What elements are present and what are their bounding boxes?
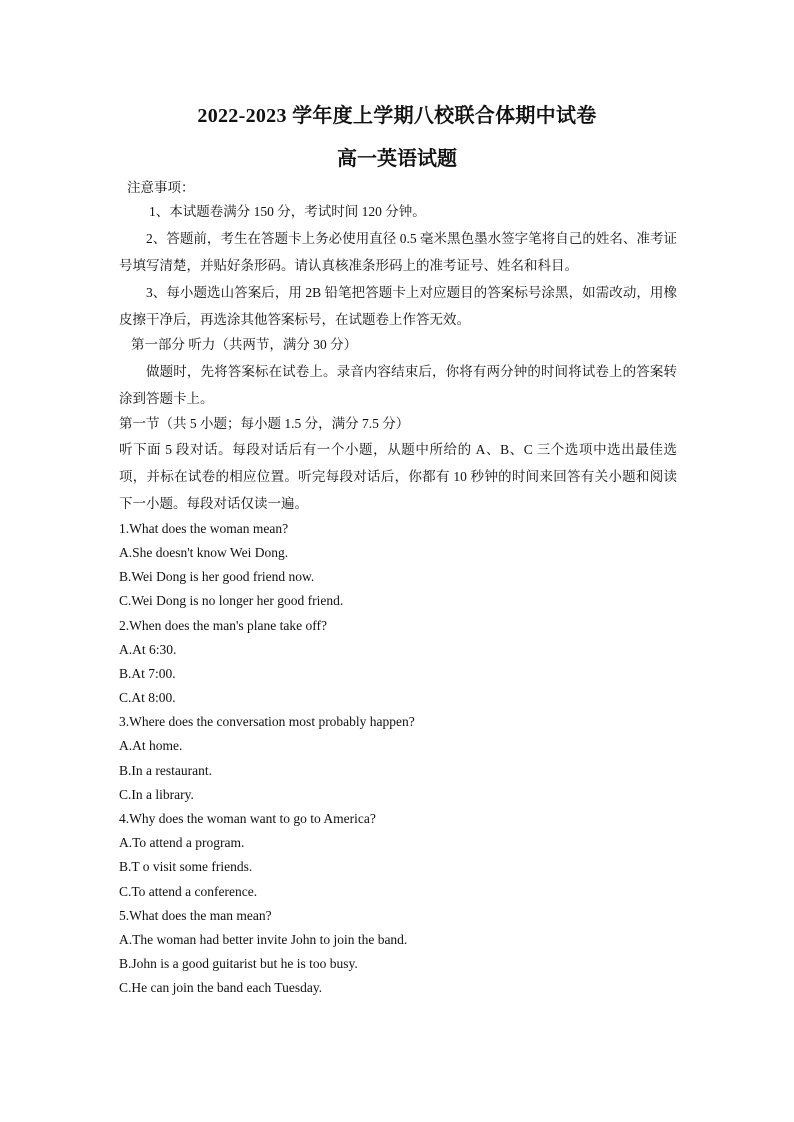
option-c: C.To attend a conference. <box>119 883 258 899</box>
option-c: C.At 8:00. <box>119 690 176 706</box>
option-c: C.He can join the band each Tuesday. <box>119 980 323 996</box>
option-a: A.At home. <box>119 738 183 754</box>
question-2 <box>119 614 677 711</box>
notice-item-2: 2、答题前，考生在答题卡上务必使用直径 0.5 毫米黑色墨水签字笔将自己的姓名、准考证号填写清楚，并贴好条形码。请认真核准条形码上的准考证号、姓名和科目。 <box>119 231 677 274</box>
option-b: B.Wei Dong is her good friend now. <box>119 569 315 585</box>
question-1 <box>119 517 677 614</box>
question-stem: 3.Where does the conversation most probably happen? <box>119 714 415 730</box>
option-b: B.At 7:00. <box>119 665 176 681</box>
exam-title: 2022-2023 学年度上学期八校联合体期中试卷 <box>197 105 597 127</box>
notice-heading: 注意事项： <box>127 180 195 195</box>
option-a: A.At 6:30. <box>119 641 177 657</box>
part1-heading: 第一部分 听力（共两节，满分 30 分） <box>131 337 358 353</box>
notice-item-1: 1、本试题卷满分 150 分，考试时间 120 分钟。 <box>149 204 426 220</box>
question-stem: 2.When does the man's plane take off? <box>119 617 327 633</box>
question-4 <box>119 807 677 904</box>
option-c: C.Wei Dong is no longer her good friend. <box>119 593 344 609</box>
question-stem: 4.Why does the woman want to go to America? <box>119 811 376 826</box>
option-a: A.The woman had better invite John to join the band. <box>119 931 408 947</box>
notice-item-3: 3、每小题选山答案后，用 2B 铅笔把答题卡上对应题目的答案标号涂黑，如需改动，用橡皮擦干净后，再选涂其他答案标号，在试题卷上作答无效。 <box>119 285 677 328</box>
option-a: A.She doesn't know Wei Dong. <box>119 544 289 560</box>
exam-body <box>119 176 677 1001</box>
option-b: B.John is a good guitarist but he is too busy. <box>119 956 358 972</box>
section1-heading: 第一节（共 5 小题；每小题 1.5 分，满分 7.5 分） <box>119 415 410 431</box>
option-a: A.To attend a program. <box>119 835 245 851</box>
question-5 <box>119 904 677 1001</box>
exam-subtitle: 高一英语试题 <box>337 148 457 170</box>
option-c: C.In a library. <box>119 786 194 802</box>
question-stem: 5.What does the man mean? <box>119 907 272 923</box>
question-stem: 1.What does the woman mean? <box>119 520 289 536</box>
question-3 <box>119 710 677 807</box>
section1-instruction: 听下面 5 段对话。每段对话后有一个小题，从题中所给的 A、B、C 三个选项中选出最佳选项，并标在试卷的相应位置。听完每段对话后，你都有 10 秒钟的时间来回答有关小题和阅读下一小题。每段对话仅读一遍。 <box>119 441 677 511</box>
part1-instruction: 做题时，先将答案标在试卷上。录音内容结束后，你将有两分钟的时间将试卷上的答案转涂到答题卡上。 <box>119 363 677 406</box>
option-b: B.T o visit some friends. <box>119 859 253 875</box>
option-b: B.In a restaurant. <box>119 762 212 778</box>
